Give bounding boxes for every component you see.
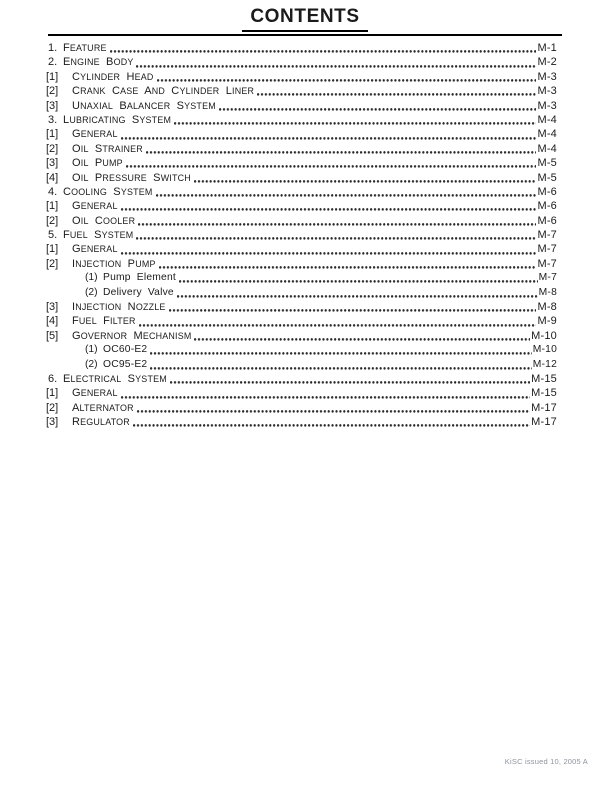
dot-leader (121, 127, 537, 141)
toc-entry (46, 214, 557, 228)
toc-entry-number: [5] (46, 329, 59, 342)
toc-entry-label: FUEL SYSTEM (63, 229, 134, 242)
toc-entry (46, 113, 557, 127)
toc-entry-page: M-17 (531, 416, 557, 429)
dot-leader (159, 257, 537, 271)
toc-entry-label: UNAXIAL BALANCER SYSTEM (72, 99, 216, 112)
toc-entry-label: REGULATOR (72, 416, 130, 429)
toc-entry-page: M-7 (537, 257, 557, 270)
toc-entry-page: M-6 (537, 214, 557, 227)
toc-list (0, 41, 612, 430)
dot-leader (179, 271, 538, 285)
toc-entry-page: M-12 (532, 358, 557, 370)
toc-entry-page: M-8 (538, 286, 557, 298)
dot-leader (136, 228, 536, 242)
toc-entry (46, 286, 557, 300)
toc-entry (46, 127, 557, 141)
dot-leader (170, 372, 530, 386)
toc-entry-number: [1] (46, 200, 59, 213)
dot-leader (157, 70, 537, 84)
toc-entry-number: [4] (46, 171, 59, 184)
dot-leader (257, 84, 536, 98)
toc-entry (46, 70, 557, 84)
toc-entry-number: (1) (85, 272, 98, 284)
toc-entry (46, 314, 557, 328)
toc-entry (46, 185, 557, 199)
toc-entry (46, 343, 557, 357)
dot-leader (110, 41, 537, 55)
toc-entry (46, 401, 557, 415)
toc-entry-label: OIL COOLER (72, 214, 136, 227)
toc-entry-page: M-4 (537, 113, 557, 126)
toc-entry (46, 242, 557, 256)
toc-entry-number: 6. (48, 372, 58, 385)
toc-entry-page: M-7 (537, 229, 557, 242)
toc-entry-label: OIL STRAINER (72, 142, 143, 155)
toc-entry-number: [4] (46, 315, 59, 328)
toc-entry (46, 257, 557, 271)
toc-entry-page: M-6 (537, 185, 557, 198)
toc-entry-page: M-5 (537, 171, 557, 184)
toc-entry-page: M-9 (537, 315, 557, 328)
toc-entry-label: CYLINDER HEAD (72, 70, 154, 83)
toc-entry (46, 99, 557, 113)
dot-leader (150, 358, 531, 372)
toc-entry (46, 358, 557, 372)
toc-entry (46, 142, 557, 156)
toc-entry-label: ALTERNATOR (72, 401, 134, 414)
toc-entry-label: OC95-E2 (103, 358, 148, 370)
toc-entry-number: 5. (48, 229, 58, 242)
toc-entry-number: [2] (46, 401, 59, 414)
page-title: CONTENTS (242, 6, 367, 32)
toc-entry (46, 84, 557, 98)
toc-entry-label: GENERAL (72, 200, 118, 213)
toc-entry-page: M-7 (537, 243, 557, 256)
toc-entry-label: INJECTION PUMP (72, 257, 156, 270)
toc-entry-page: M-17 (531, 401, 557, 414)
dot-leader (150, 343, 531, 357)
dot-leader (194, 171, 537, 185)
toc-entry-label: FUEL FILTER (72, 315, 136, 328)
toc-entry (46, 415, 557, 429)
toc-entry-number: [3] (46, 157, 59, 170)
toc-entry-label: COOLING SYSTEM (63, 185, 153, 198)
toc-entry-number: [2] (46, 142, 59, 155)
toc-entry-number: [1] (46, 128, 59, 141)
dot-leader (126, 156, 537, 170)
dot-leader (133, 415, 530, 429)
toc-entry-label: LUBRICATING SYSTEM (63, 113, 172, 126)
toc-entry-label: Pump Element (103, 272, 176, 284)
dot-leader (146, 142, 537, 156)
toc-entry-number: 3. (48, 113, 58, 126)
dot-leader (174, 113, 536, 127)
toc-entry-number: [2] (46, 85, 59, 98)
dot-leader (219, 99, 537, 113)
toc-entry-number: [1] (46, 387, 59, 400)
toc-entry-number: (1) (85, 344, 98, 356)
toc-entry-page: M-10 (531, 329, 557, 342)
toc-entry-label: ELECTRICAL SYSTEM (63, 372, 167, 385)
toc-entry-number: (2) (85, 286, 98, 298)
toc-entry (46, 300, 557, 314)
toc-entry-page: M-3 (537, 70, 557, 83)
toc-entry-number: 2. (48, 56, 58, 69)
toc-entry-page: M-5 (537, 157, 557, 170)
toc-entry-number: [2] (46, 214, 59, 227)
toc-entry-label: GOVERNOR MECHANISM (72, 329, 192, 342)
dot-leader (121, 242, 537, 256)
toc-entry-label: GENERAL (72, 128, 118, 141)
dot-leader (137, 401, 530, 415)
toc-entry-label: ENGINE BODY (63, 56, 134, 69)
footer-note: KiSC issued 10, 2005 A (504, 757, 588, 766)
contents-header (48, 6, 562, 36)
toc-entry-label: INJECTION NOZZLE (72, 301, 166, 314)
dot-leader (194, 329, 530, 343)
toc-entry (46, 156, 557, 170)
dot-leader (156, 185, 537, 199)
toc-entry-page: M-4 (537, 142, 557, 155)
toc-entry-page: M-15 (531, 372, 557, 385)
toc-entry (46, 329, 557, 343)
toc-entry-page: M-7 (538, 272, 557, 284)
toc-entry-number: [1] (46, 70, 59, 83)
toc-entry-number: 4. (48, 185, 58, 198)
toc-entry-label: Delivery Valve (103, 286, 174, 298)
dot-leader (139, 314, 537, 328)
toc-entry (46, 171, 557, 185)
toc-entry (46, 199, 557, 213)
toc-entry-number: [1] (46, 243, 59, 256)
toc-entry (46, 55, 557, 69)
toc-entry-label: GENERAL (72, 243, 118, 256)
toc-entry-label: FEATURE (63, 42, 107, 54)
toc-entry-page: M-1 (537, 42, 557, 54)
toc-entry (46, 41, 557, 55)
toc-entry-page: M-3 (537, 99, 557, 112)
toc-entry-label: CRANK CASE AND CYLINDER LINER (72, 85, 255, 98)
toc-entry-number: [2] (46, 257, 59, 270)
toc-entry (46, 228, 557, 242)
toc-entry-page: M-15 (531, 387, 557, 400)
dot-leader (136, 55, 536, 69)
dot-leader (177, 286, 538, 300)
toc-entry-label: OIL PRESSURE SWITCH (72, 171, 191, 184)
toc-entry-page: M-2 (537, 56, 557, 69)
dot-leader (169, 300, 537, 314)
toc-entry-label: OC60-E2 (103, 344, 148, 356)
dot-leader (121, 199, 537, 213)
toc-entry (46, 386, 557, 400)
toc-entry-number: (2) (85, 358, 98, 370)
toc-entry-page: M-6 (537, 200, 557, 213)
dot-leader (138, 214, 536, 228)
toc-entry-label: GENERAL (72, 387, 118, 400)
toc-entry-number: [3] (46, 416, 59, 429)
toc-entry (46, 372, 557, 386)
toc-entry-page: M-8 (537, 301, 557, 314)
toc-entry (46, 271, 557, 285)
toc-entry-number: 1. (48, 42, 58, 54)
toc-entry-number: [3] (46, 99, 59, 112)
toc-entry-label: OIL PUMP (72, 157, 123, 170)
toc-entry-number: [3] (46, 301, 59, 314)
toc-entry-page: M-3 (537, 85, 557, 98)
toc-entry-page: M-10 (532, 344, 557, 356)
dot-leader (121, 386, 531, 400)
toc-entry-page: M-4 (537, 128, 557, 141)
